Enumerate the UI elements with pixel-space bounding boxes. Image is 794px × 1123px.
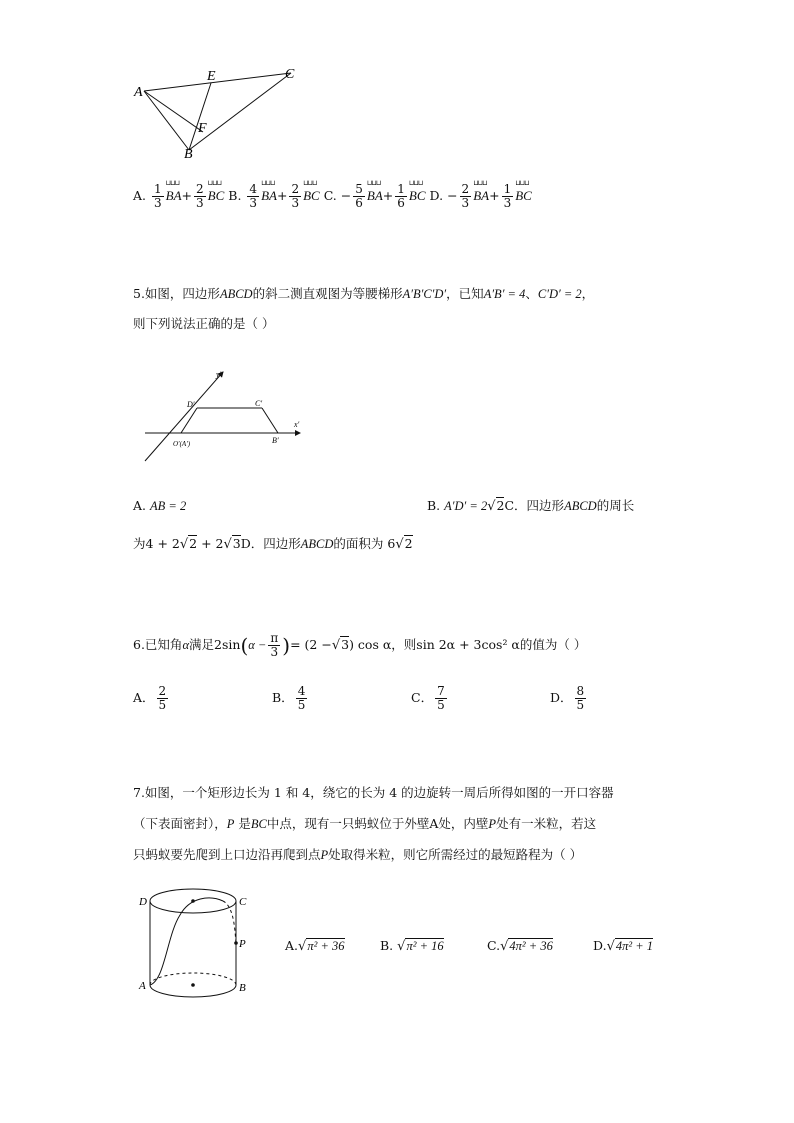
label-d-prime: D′ [187,400,195,409]
triangle-figure [130,60,310,165]
q4-option-a[interactable]: A. $\frac{1}{3}$ ⊔⊔⊔ BA+ $\frac{2}{3}$ ⊔⊔⊔ BC [133,188,228,203]
label-b: B [239,982,246,994]
cylinder-figure [135,885,255,1000]
q5-option-b-c[interactable]: B. A′D′ = 2√2C．四边形ABCD的周长 [427,498,635,514]
label-a: A [134,85,143,100]
q5-option-a[interactable]: A. AB = 2 [133,498,187,513]
label-a: A [139,980,146,992]
label-p: P [239,938,246,950]
q6-option-b[interactable]: B． $\frac{4}{5}$ [272,684,306,713]
q7-option-a[interactable]: A.√π² + 36 [285,938,345,954]
label-f: F [198,121,207,136]
q5-stem-line2: 则下列说法正确的是（ ） [133,316,275,331]
label-origin: O′(A′) [173,440,191,448]
x-axis-label: x′ [294,420,300,429]
q4-option-c[interactable]: C. − $\frac{5}{6}$ ⊔⊔⊔ BA+ $\frac{1}{6}$ ⊔⊔⊔ BC [324,188,430,203]
q5-line4[interactable]: 为4 + 2√2 + 2√3D．四边形ABCD的面积为 6√2 [133,536,413,552]
q7-option-d[interactable]: D.√4π² + 1 [593,938,654,954]
q7-stem-line3: 只蚂蚁要先爬到上口边沿再爬到点P处取得米粒，则它所需经过的最短路程为（ ） [133,847,583,862]
q7-option-c[interactable]: C.√4π² + 36 [487,938,553,954]
q5-stem-line1: 5.如图，四边形ABCD的斜二测直观图为等腰梯形A′B′C′D′，已知A′B′ = 4、C′D′ = 2， [133,286,595,301]
y-axis-label: y′ [216,370,222,379]
q6-stem: 6.已知角α满足2sin(α − $\frac{\pi}{3}$ )= (2 −√3) cos α，则sin 2α + 3cos² α的值为（ ） [133,631,587,660]
q7-stem-line2: （下表面密封），P 是BC中点，现有一只蚂蚁位于外壁A处，内壁P处有一米粒，若这 [133,816,597,831]
label-c: C [239,896,247,908]
q4-option-b[interactable]: B. $\frac{4}{3}$ ⊔⊔⊔ BA+ $\frac{2}{3}$ ⊔⊔⊔ BC [228,188,323,203]
oblique-view-figure [140,365,315,465]
q7-option-b[interactable]: B. √π² + 16 [380,938,444,954]
q7-stem-line1: 7.如图，一个矩形边长为 1 和 4，绕它的长为 4 的边旋转一周后所得如图的一开口容器 [133,785,614,800]
label-e: E [207,69,216,84]
label-b-prime: B′ [272,436,279,445]
q6-option-a[interactable]: A． $\frac{2}{5}$ [133,684,167,713]
label-b: B [184,147,193,162]
q4-option-d[interactable]: D. − $\frac{2}{3}$ ⊔⊔⊔ BA+ $\frac{1}{3}$ ⊔⊔⊔ BC [430,188,532,203]
label-c-prime: C′ [255,399,263,408]
label-d: D [139,896,147,908]
label-c: C [285,67,295,82]
q6-option-d[interactable]: D． $\frac{8}{5}$ [550,684,585,713]
q4-options [133,183,532,210]
q6-option-c[interactable]: C． $\frac{7}{5}$ [411,684,445,713]
